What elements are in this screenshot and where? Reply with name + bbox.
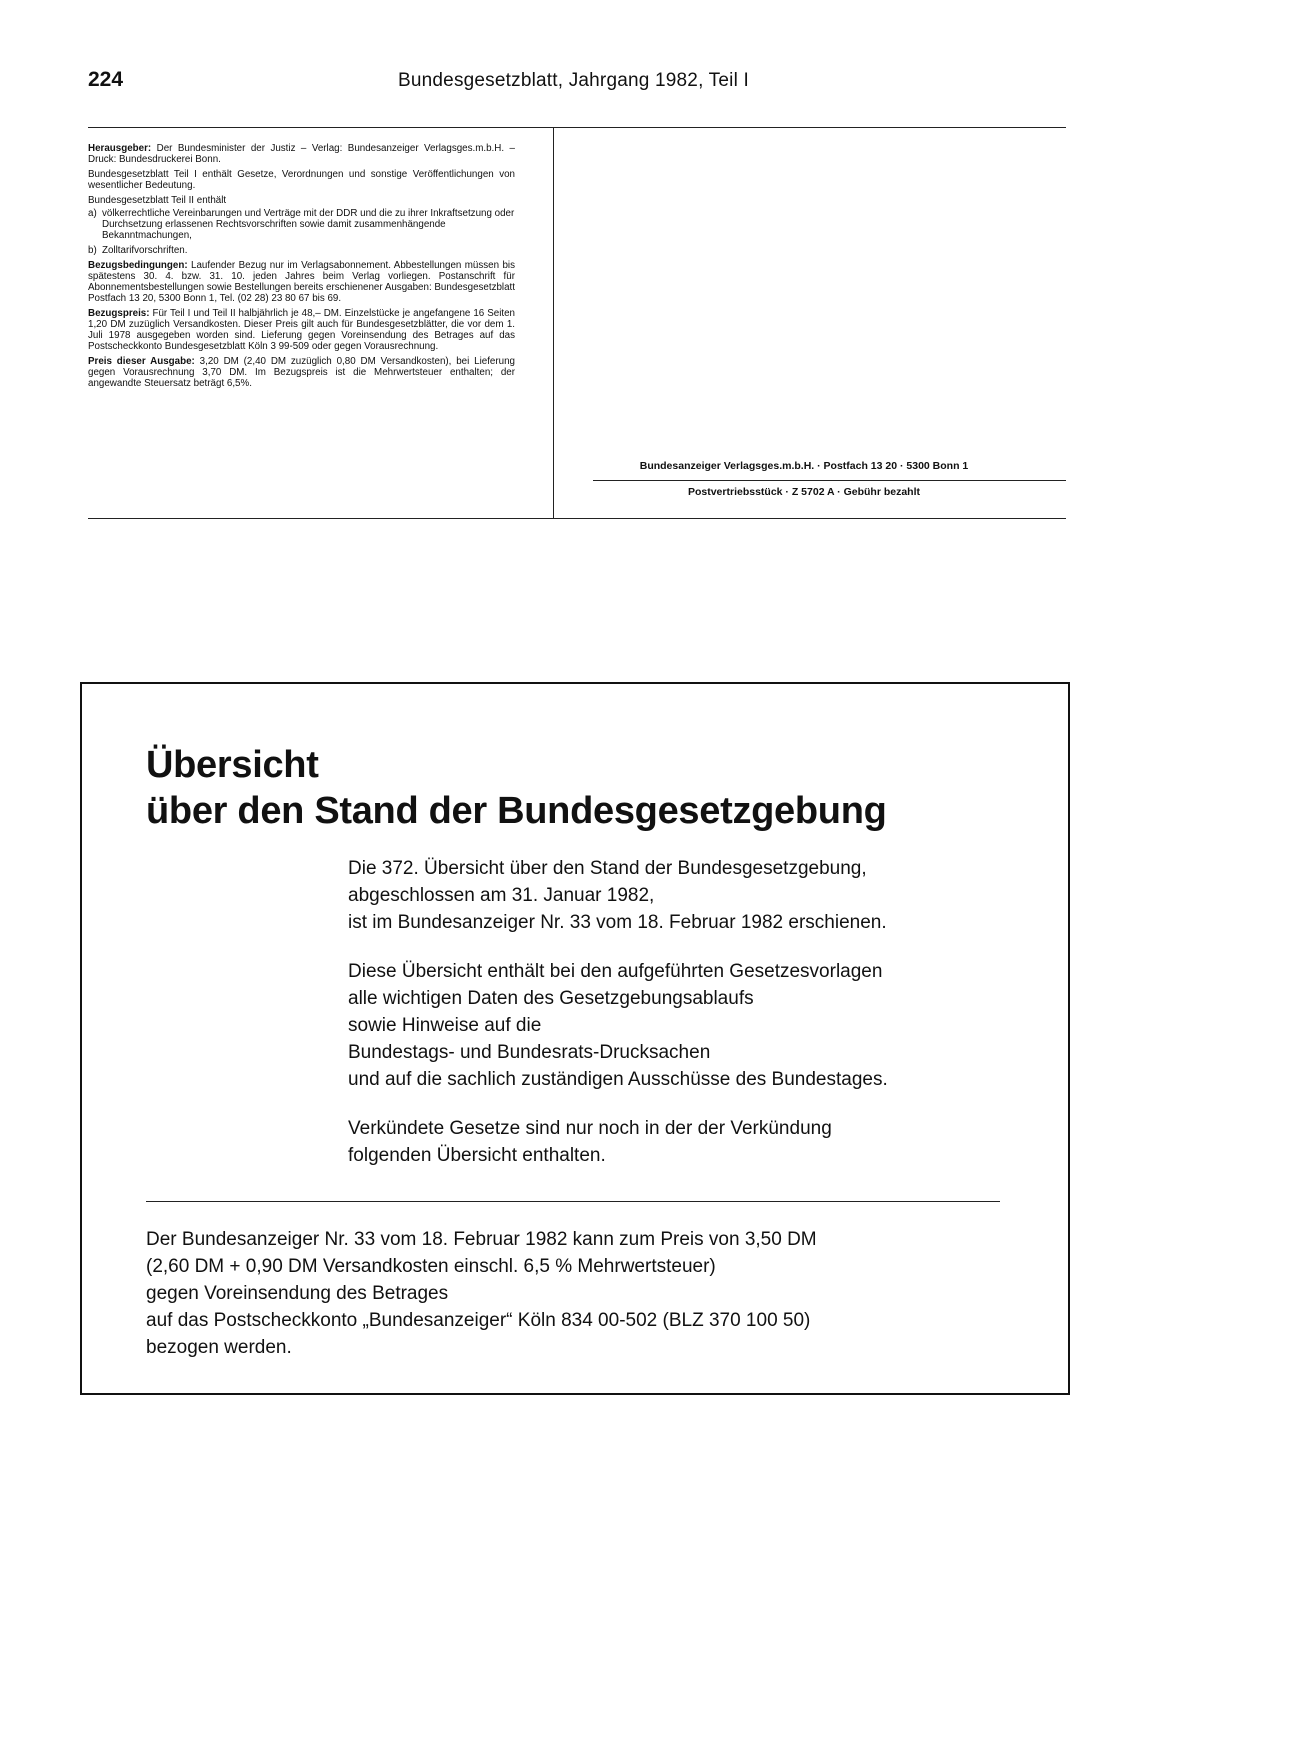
imprint-bezugspreis	[88, 308, 515, 352]
bezug-text: Laufender Bezug nur im Verlagsabonnement. Abbestellungen müssen bis spätestens 30. 4. bzw. 31. 10. jeden Jahres beim Verlag vorliegen. Postanschrift für Abonnementsbestellungen sowie Bestellungen bereits erschienener Ausgaben: Bundesgesetzblatt Postfach 13 20, 5300 Bonn 1, Tel. (02 28) 23 80 67 bis 69.	[88, 260, 516, 304]
bezugspreis-text: Für Teil I und Teil II halbjährlich je 48,– DM. Einzelstücke je angefangene 16 Seiten 1,20 DM zuzüglich Versandkosten. Dieser Preis gilt auch für Bundesgesetzblätter, die vor dem 1. Juli 1978 ausgegeben worden sind. Lieferung gegen Voreinsendung des Betrages auf das Postscheckkonto Bundesgesetzblatt Köln 3 99-509 oder gegen Vorausrechnung.	[88, 308, 515, 352]
text-line: Der Bundesanzeiger Nr. 33 vom 18. Februar 1982 kann zum Preis von 3,50 DM	[146, 1229, 817, 1250]
imprint-bezugsbedingungen	[88, 260, 515, 304]
item-b-text: Zolltarifvorschriften.	[102, 245, 188, 256]
notice-paragraph-3	[348, 1115, 832, 1169]
publisher-address-line: Bundesanzeiger Verlagsges.m.b.H. · Postfach 13 20 · 5300 Bonn 1	[639, 460, 969, 472]
notice-paragraph-2	[348, 958, 888, 1093]
text-line: folgenden Übersicht enthalten.	[348, 1145, 606, 1166]
notice-paragraph-1	[348, 855, 887, 936]
imprint-preis-ausgabe	[88, 356, 515, 389]
text-line: ist im Bundesanzeiger Nr. 33 vom 18. Februar 1982 erschienen.	[348, 912, 887, 933]
item-a-text: völkerrechtliche Vereinbarungen und Verträge mit der DDR und die zu ihrer Inkraftsetzung oder Durchsetzung erlassenen Rechtsvorschriften sowie damit zusammenhängende Bekanntmachungen,	[102, 208, 515, 241]
text-line: alle wichtigen Daten des Gesetzgebungsablaufs	[348, 988, 754, 1009]
text-line: auf das Postscheckkonto „Bundesanzeiger“ Köln 834 00-502 (BLZ 370 100 50)	[146, 1310, 811, 1331]
notice-divider	[146, 1201, 1000, 1202]
text-line: Verkündete Gesetze sind nur noch in der der Verkündung	[348, 1118, 832, 1139]
bezug-label: Bezugsbedingungen:	[88, 260, 188, 271]
text-line: (2,60 DM + 0,90 DM Versandkosten einschl. 6,5 % Mehrwertsteuer)	[146, 1256, 716, 1277]
imprint-column	[88, 143, 515, 393]
herausgeber-text: Der Bundesminister der Justiz – Verlag: Bundesanzeiger Verlagsges.m.b.H. – Druck: Bundesdruckerei Bonn.	[88, 143, 515, 165]
preis-text: 3,20 DM (2,40 DM zuzüglich 0,80 DM Versandkosten), bei Lieferung gegen Vorausrechnung 3,70 DM. Im Bezugspreis ist die Mehrwertsteuer enthalten; der angewandte Steuersatz beträgt 6,5%.	[88, 356, 515, 389]
mailing-rule	[593, 480, 1066, 481]
notice-title-line-2: über den Stand der Bundesgesetzgebung	[146, 790, 887, 832]
notice-title	[146, 742, 887, 834]
text-line: sowie Hinweise auf die	[348, 1015, 542, 1036]
text-line: bezogen werden.	[146, 1337, 292, 1358]
text-line: gegen Voreinsendung des Betrages	[146, 1283, 449, 1304]
item-a-marker: a)	[88, 208, 97, 219]
notice-title-line-1: Übersicht	[146, 744, 319, 786]
bezugspreis-label: Bezugspreis:	[88, 308, 150, 319]
imprint-teil1: Bundesgesetzblatt Teil I enthält Gesetze, Verordnungen und sonstige Veröffentlichungen von wesentlicher Bedeutung.	[88, 169, 515, 191]
imprint-herausgeber	[88, 143, 515, 165]
page-number: 224	[88, 68, 124, 91]
imprint-teil2-item-a	[88, 208, 515, 241]
herausgeber-label: Herausgeber:	[88, 143, 152, 154]
text-line: abgeschlossen am 31. Januar 1982,	[348, 885, 655, 906]
item-b-marker: b)	[88, 245, 97, 256]
running-head: Bundesgesetzblatt, Jahrgang 1982, Teil I	[398, 70, 749, 91]
preis-label: Preis dieser Ausgabe:	[88, 356, 195, 367]
header-rule	[88, 127, 1066, 128]
postal-franking-line: Postvertriebsstück · Z 5702 A · Gebühr bezahlt	[687, 486, 921, 498]
text-line: Die 372. Übersicht über den Stand der Bundesgesetzgebung,	[348, 858, 867, 879]
text-line: Diese Übersicht enthält bei den aufgeführten Gesetzesvorlagen	[348, 961, 883, 982]
imprint-bottom-rule	[88, 518, 1066, 519]
imprint-teil2-item-b	[88, 245, 515, 256]
imprint-teil2-intro: Bundesgesetzblatt Teil II enthält	[88, 195, 227, 206]
notice-price-block	[146, 1226, 817, 1361]
text-line: und auf die sachlich zuständigen Ausschüsse des Bundestages.	[348, 1069, 888, 1090]
text-line: Bundestags- und Bundesrats-Drucksachen	[348, 1042, 711, 1063]
